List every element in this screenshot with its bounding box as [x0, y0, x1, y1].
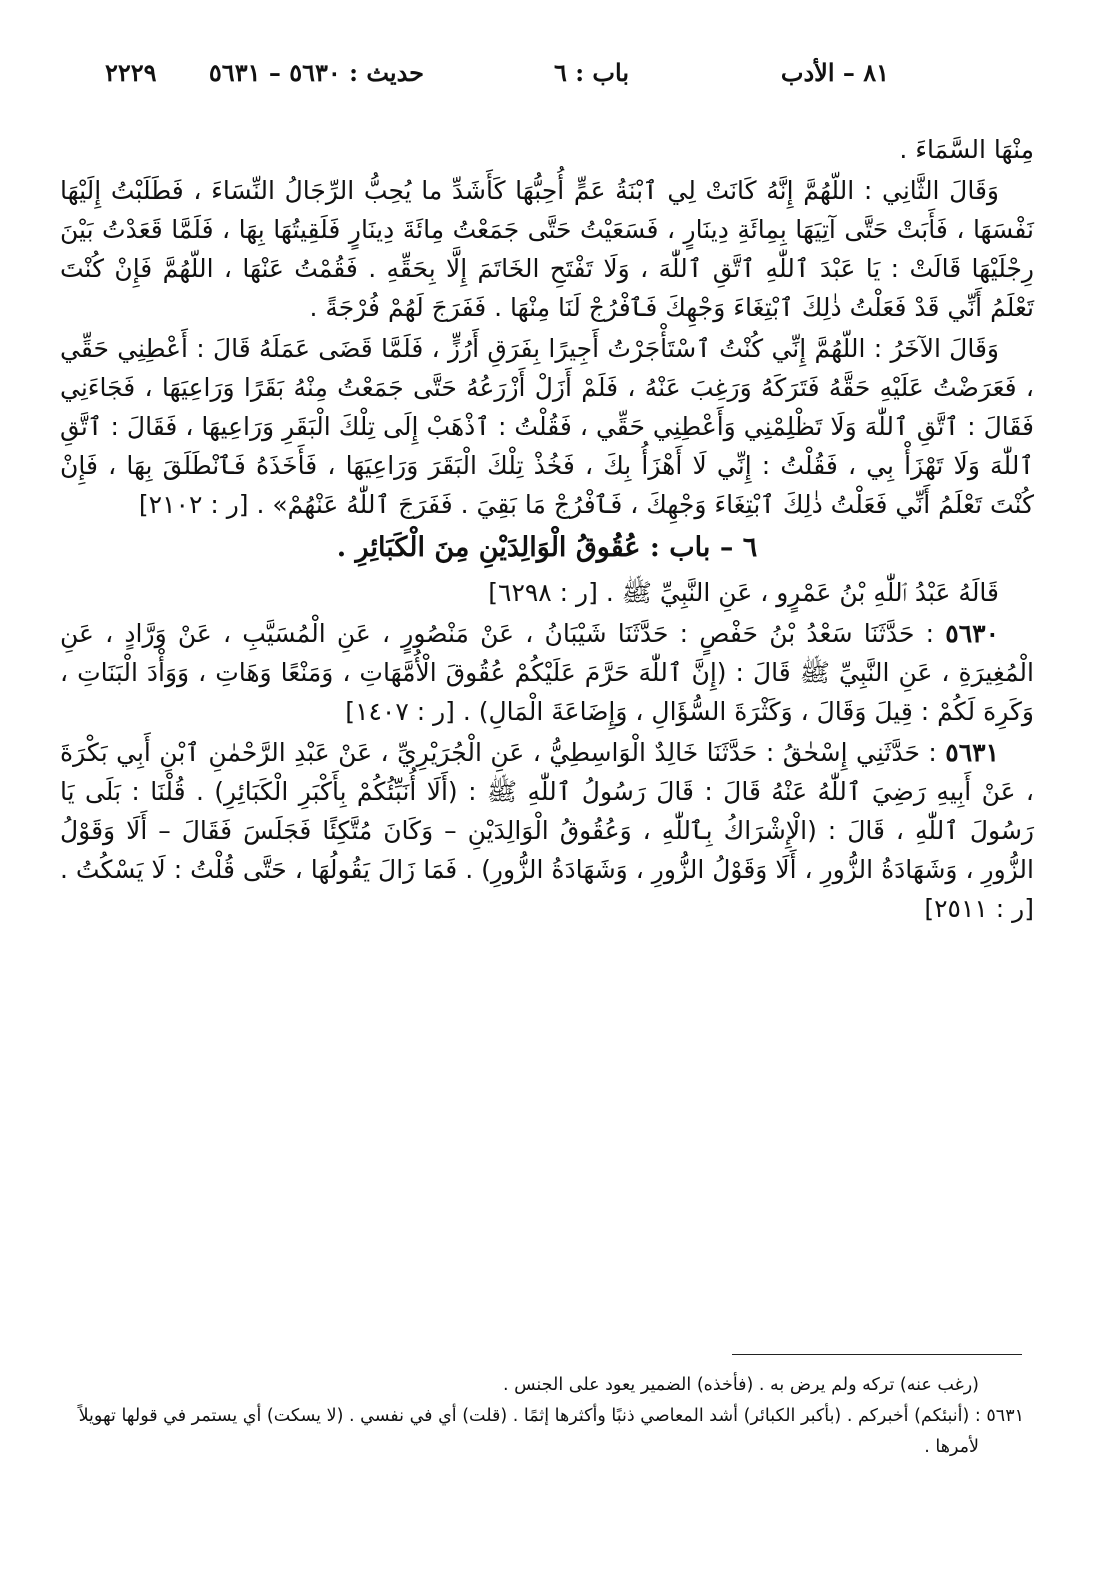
header-hadith-range: حديث : ٥٦٣٠ – ٥٦٣١	[208, 58, 424, 87]
footnote-2: ٥٦٣١ : (أنبئكم) أخبركم . (بأكبر الكبائر) أشد المعاصي ذنبًا وأكثرها إثمًا . (قلت) أي في نفسي . (لا يسكت) أي يستمر في قولها تهويلاً لأمرها .	[78, 1406, 1024, 1457]
header-chapter: ٨١ – الأدب	[780, 58, 889, 87]
chapter-title: ٦ – باب : عُقُوقُ الْوَالِدَيْنِ مِنَ الْكَبَائِرِ .	[336, 532, 758, 563]
hadith-number-5630: ٥٦٣٠	[945, 619, 999, 648]
hadith-number-5631: ٥٦٣١	[945, 738, 999, 767]
hadith-5631	[60, 733, 1034, 928]
paragraph-third-man: وَقَالَ الآخَرُ : اللّهُمَّ إِنِّي كُنْتُ ٱسْتَأْجَرْتُ أَجِيرًا بِفَرَقِ أَرُزٍّ ، فَلَمَّا قَضَى عَمَلَهُ قَالَ : أَعْطِنِي حَقِّي ، فَعَرَضْتُ عَلَيْهِ حَقَّهُ فَتَرَكَهُ وَرَغِبَ عَنْهُ ، فَلَمْ أَزَلْ أَزْرَعُهُ حَتَّى جَمَعْتُ مِنْهُ بَقَرًا وَرَاعِيَهَا ، فَجَاءَنِي فَقَالَ : ٱتَّقِ ٱللّٰهَ وَلَا تَظْلِمْنِي وَأَعْطِنِي حَقِّي ، فَقُلْتُ : ٱذْهَبْ إِلَى تِلْكَ الْبَقَرِ وَرَاعِيهَا ، فَقَالَ : ٱتَّقِ ٱللّٰهَ وَلَا تَهْزَأْ بِي ، فَقُلْتُ : إِنِّي لَا أَهْزَأُ بِكَ ، فَخُذْ تِلْكَ الْبَقَرَ وَرَاعِيَهَا ، فَأَخَذَهُ فَٱنْطَلَقَ بِهَا ، فَإِنْ كُنْتَ تَعْلَمُ أَنِّي فَعَلْتُ ذٰلِكَ ٱبْتِغَاءَ وَجْهِكَ ، فَٱفْرُجْ مَا بَقِيَ . فَفَرَجَ ٱللّٰهُ عَنْهُمْ» . [ر : ٢١٠٢]	[60, 334, 1034, 519]
paragraph-continuation: مِنْهَا السَّمَاءَ .	[899, 135, 1034, 164]
footnotes	[60, 1370, 1024, 1463]
paragraph-second-man: وَقَالَ الثَّانِي : اللّهُمَّ إِنَّهُ كَانَتْ لِي ٱبْنَةُ عَمٍّ أُحِبُّهَا كَأَشَدِّ ما يُحِبُّ الرِّجَالُ النِّسَاءَ ، فَطَلَبْتُ إِلَيْهَا نَفْسَهَا ، فَأَبَتْ حَتَّى آتِيَهَا بِمِائَةِ دِينَارٍ ، فَسَعَيْتُ حَتَّى جَمَعْتُ مِائَةَ دِينَارٍ فَلَقِيتُهَا بِهَا ، فَلَمَّا قَعَدْتُ بَيْنَ رِجْلَيْهَا قَالَتْ : يَا عَبْدَ ٱللّٰهِ ٱتَّقِ ٱللّٰهَ ، وَلَا تَفْتَحِ الخَاتَمَ إِلَّا بِحَقِّهِ . فَقُمْتُ عَنْهَا ، اللّهُمَّ فَإِنْ كُنْتَ تَعْلَمُ أَنِّي قَدْ فَعَلْتُ ذٰلِكَ ٱبْتِغَاءَ وَجْهِكَ فَٱفْرُجْ لَنَا مِنْهَا . فَفَرَجَ لَهُمْ فُرْجَةً .	[60, 176, 1035, 322]
hadith-text-5631: : حَدَّثَنِي إِسْحٰقُ : حَدَّثَنَا خَالِدٌ الْوَاسِطِيُّ ، عَنِ الْجُرَيْرِيِّ ، عَنْ عَبْدِ الرَّحْمٰنِ ٱبْنِ أَبِي بَكْرَةَ ، عَنْ أَبِيهِ رَضِيَ ٱللّٰهُ عَنْهُ قَالَ : قَالَ رَسُولُ ٱللّٰهِ ﷺ : (أَلَا أُنَبِّئُكُمْ بِأَكْبَرِ الْكَبَائِرِ) . قُلْنَا : بَلَى يَا رَسُولَ ٱللّٰهِ ، قَالَ : (الْإِشْرَاكُ بِٱللّٰهِ ، وَعُقُوقُ الْوَالِدَيْنِ – وَكَانَ مُتَّكِئًا فَجَلَسَ فَقَالَ – أَلَا وَقَوْلُ الزُّورِ ، وَشَهَادَةُ الزُّورِ ، أَلَا وَقَوْلُ الزُّورِ ، وَشَهَادَةُ الزُّورِ) . فَمَا زَالَ يَقُولُهَا ، حَتَّى قُلْتُ : لَا يَسْكُتُ . [ر : ٢٥١١]	[60, 738, 1034, 923]
header-bab: باب : ٦	[553, 58, 629, 87]
hadith-5630	[60, 614, 1034, 731]
page-number: ٢٢٢٩	[105, 58, 157, 87]
hadith-text-5630: : حَدَّثَنَا سَعْدُ بْنُ حَفْصٍ : حَدَّثَنَا شَيْبَانُ ، عَنْ مَنْصُورٍ ، عَنِ الْمُسَيَّبِ ، عَنْ وَرَّادٍ ، عَنِ الْمُغِيرَةِ ، عَنِ النَّبِيِّ ﷺ قَالَ : (إِنَّ ٱللّٰهَ حَرَّمَ عَلَيْكُمْ عُقُوقَ الْأُمَّهَاتِ ، وَمَنْعًا وَهَاتِ ، وَوَأْدَ الْبَنَاتِ ، وَكَرِهَ لَكُمْ : قِيلَ وَقَالَ ، وَكَثْرَةَ السُّؤَالِ ، وَإِضَاعَةَ الْمَالِ) . [ر : ١٤٠٧]	[60, 619, 1034, 726]
footnote-1: (رغب عنه) تركه ولم يرض به . (فأخذه) الضمير يعود على الجنس .	[502, 1375, 979, 1395]
main-text	[60, 130, 1034, 930]
running-header	[60, 52, 1034, 92]
chapter-note: قَالَهُ عَبْدُ ٱللّٰهِ بْنُ عَمْرٍو ، عَنِ النَّبِيِّ ﷺ . [ر : ٦٢٩٨]	[488, 578, 999, 607]
footnote-divider	[732, 1354, 1022, 1355]
